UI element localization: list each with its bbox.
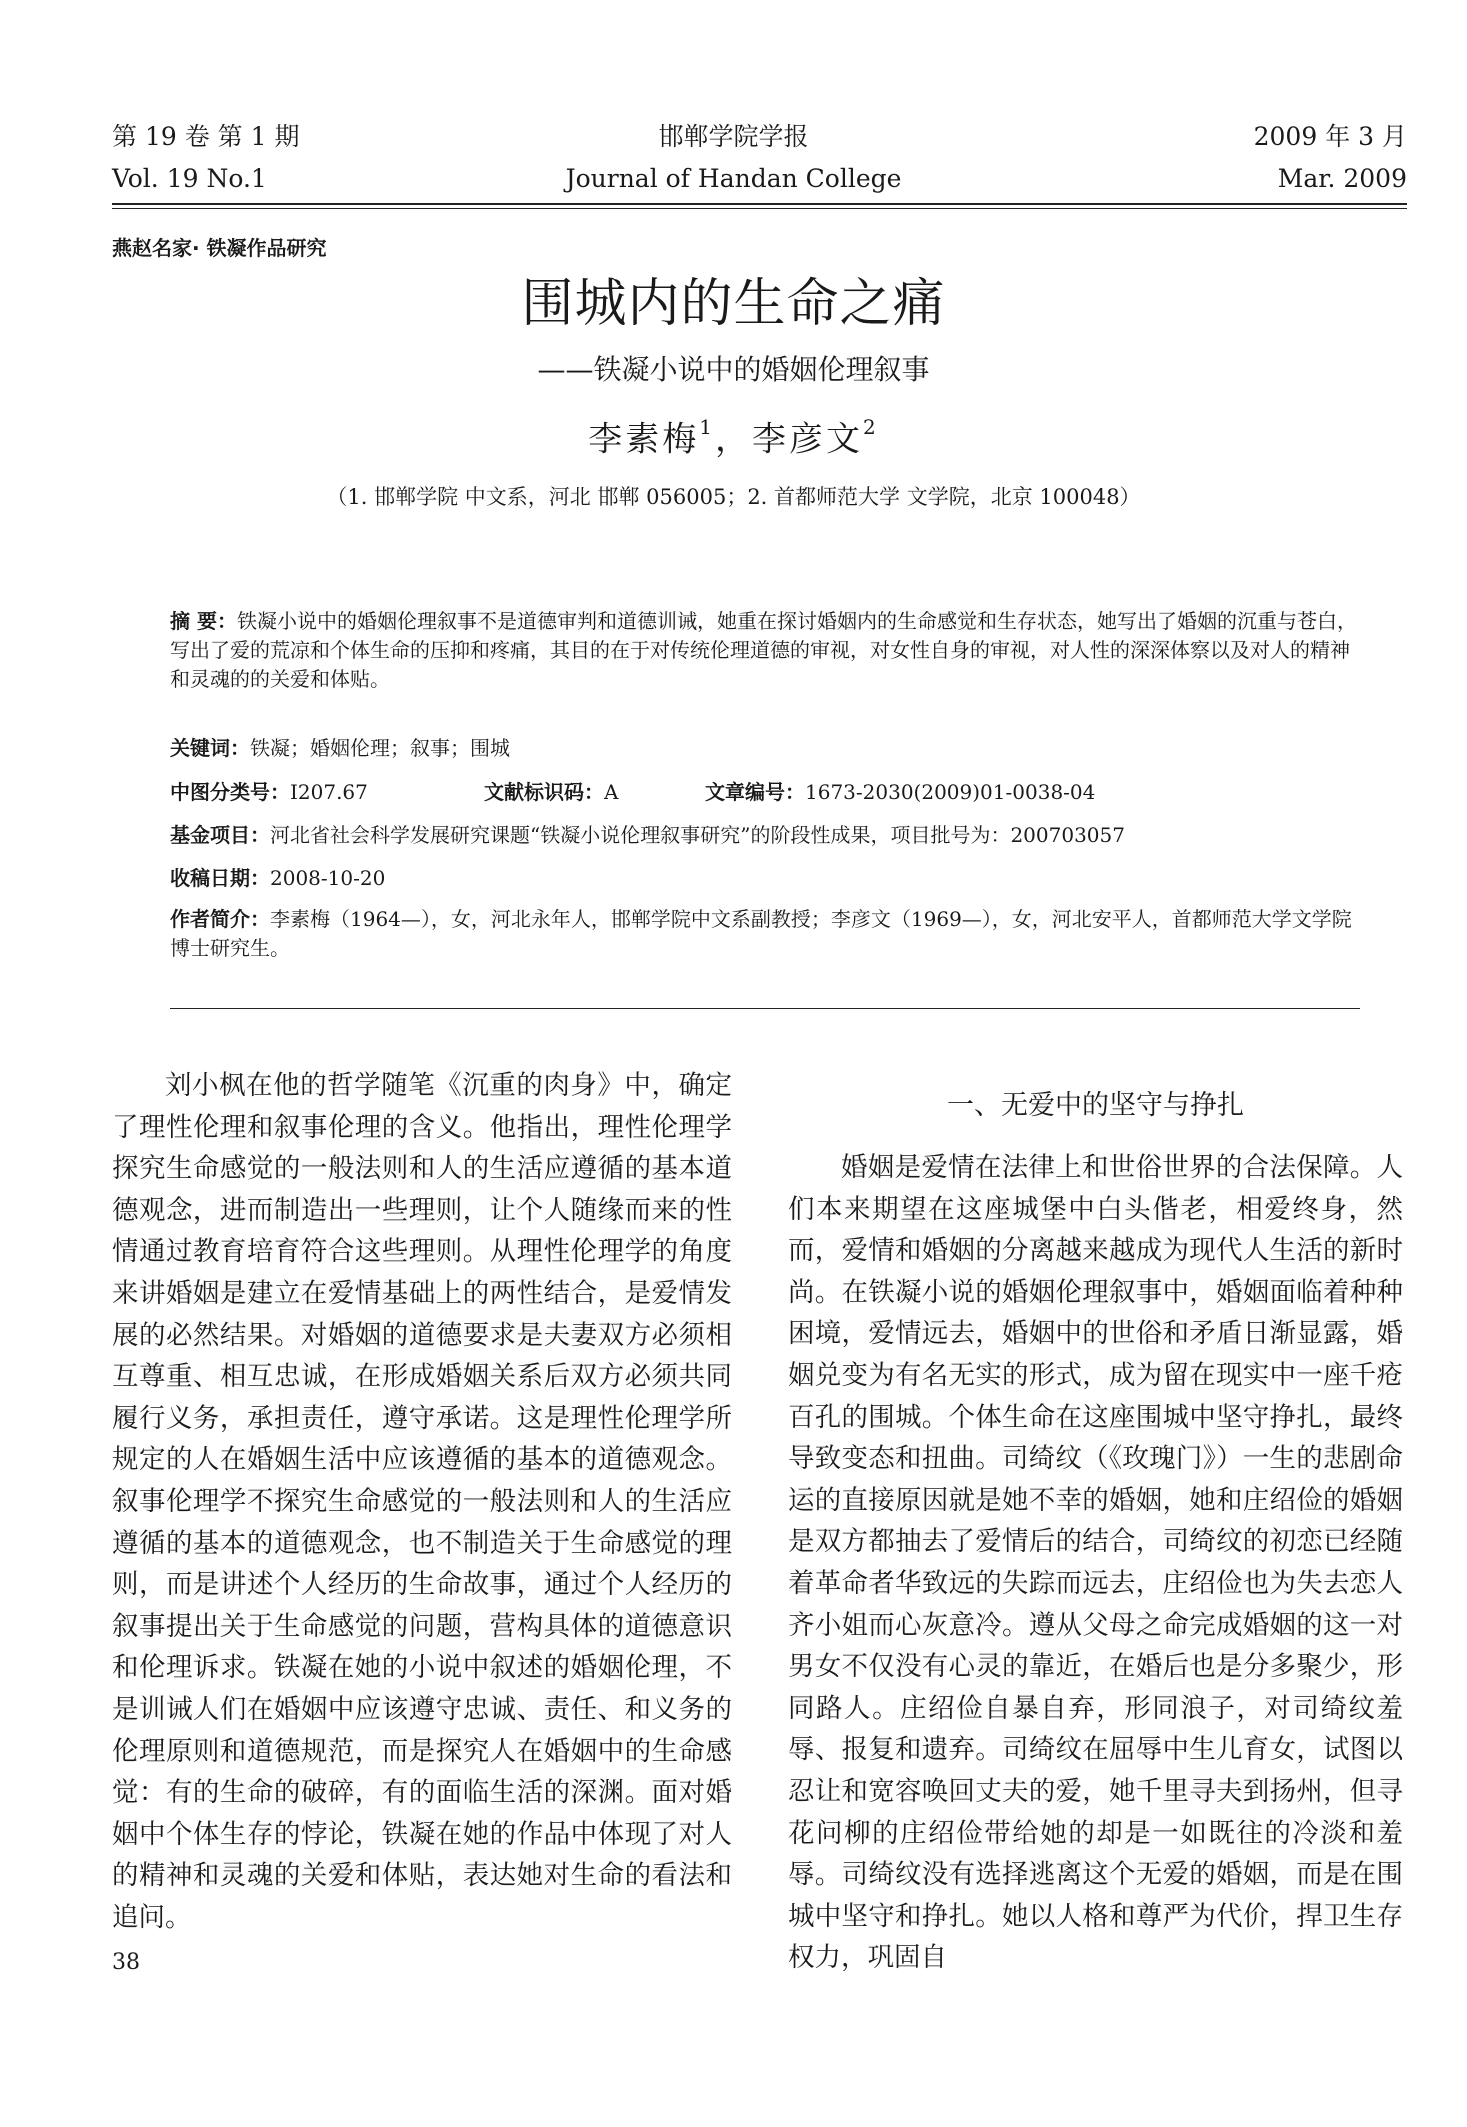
header-journal-cn: 邯郸学院学报	[658, 122, 809, 151]
doc-code-field	[484, 778, 618, 807]
fund-text: 河北省社会科学发展研究课题“铁凝小说伦理叙事研究”的阶段性成果，项目批号为：200703057	[270, 823, 1125, 847]
section-heading: 一、无爱中的坚守与挣扎	[947, 1090, 1244, 1121]
doc-code-value: A	[604, 780, 619, 804]
affiliations: （1. 邯郸学院 中文系，河北 邯郸 056005；2. 首都师范大学 文学院，北京 100048）	[326, 485, 1141, 509]
doc-code-label: 文献标识码：	[484, 780, 604, 804]
received-date	[170, 864, 1360, 893]
keywords-label: 关键词：	[170, 736, 250, 760]
column-label: 燕赵名家· 铁凝作品研究	[112, 236, 327, 260]
body-left-column	[112, 1065, 732, 1938]
keywords	[170, 734, 1360, 763]
authors	[0, 408, 1467, 462]
body-paragraph: 婚姻是爱情在法律上和世俗世界的合法保障。人们本来期望在这座城堡中白头偕老，相爱终身，然而，爱情和婚姻的分离越来越成为现代人生活的新时尚。在铁凝小说的婚姻伦理叙事中，婚姻面临着种种困境，爱情远去，婚姻中的世俗和矛盾日渐显露，婚姻兑变为有名无实的形式，成为留在现实中一座千疮百孔的围城。个体生命在这座围城中坚守挣扎，最终导致变态和扭曲。司绮纹（《玫瑰门》）一生的悲剧命运的直接原因就是她不幸的婚姻，她和庄绍俭的婚姻是双方都抽去了爱情后的结合，司绮纹的初恋已经随着革命者华致远的失踪而远去，庄绍俭也为失去恋人齐小姐而心灰意冷。遵从父母之命完成婚姻的这一对男女不仅没有心灵的靠近，在婚后也是分多聚少，形同路人。庄绍俭自暴自弃，形同浪子，对司绮纹羞辱、报复和遗弃。司绮纹在屈辱中生儿育女，试图以忍让和宽容唤回丈夫的爱，她千里寻夫到扬州，但寻花问柳的庄绍俭带给她的却是一如既往的冷淡和羞辱。司绮纹没有选择逃离这个无爱的婚姻，而是在围城中坚守和挣扎。她以人格和尊严为代价，捍卫生存权力，巩固自	[788, 1152, 1403, 1974]
body-paragraph: 刘小枫在他的哲学随笔《沉重的肉身》中，确定了理性伦理和叙事伦理的含义。他指出，理性伦理学探究生命感觉的一般法则和人的生活应遵循的基本道德观念，进而制造出一些理则，让个人随缘而来的性情通过教育培育符合这些理则。从理性伦理学的角度来讲婚姻是建立在爱情基础上的两性结合，是爱情发展的必然结果。对婚姻的道德要求是夫妻双方必须相互尊重、相互忠诚，在形成婚姻关系后双方必须共同履行义务，承担责任，遵守承诺。这是理性伦理学所规定的人在婚姻生活中应该遵循的基本的道德观念。叙事伦理学不探究生命感觉的一般法则和人的生活应遵循的基本的道德观念，也不制造关于生命感觉的理则，而是讲述个人经历的生命故事，通过个人经历的叙事提出关于生命感觉的问题，营构具体的道德意识和伦理诉求。铁凝在她的小说中叙述的婚姻伦理，不是训诫人们在婚姻中应该遵守忠诚、责任、和义务的伦理原则和道德规范，而是探究人在婚姻中的生命感觉：有的生命的破碎，有的面临生活的深渊。面对婚姻中个体生存的悖论，铁凝在她的作品中体现了对人的精神和灵魂的关爱和体贴，表达她对生命的看法和追问。	[112, 1070, 732, 1933]
page-number: 38	[112, 1950, 140, 1975]
author-1-sup: 1	[699, 415, 715, 439]
author-1: 李素梅	[588, 419, 700, 460]
header-date-cn: 2009 年 3 月	[1253, 122, 1407, 151]
clc-label: 中图分类号：	[170, 780, 290, 804]
article-no-field	[705, 778, 1095, 807]
received-text: 2008-10-20	[270, 866, 386, 890]
clc-value: I207.67	[290, 780, 368, 804]
author-2-sup: 2	[863, 415, 879, 439]
article-no-value: 1673-2030(2009)01-0038-04	[805, 780, 1096, 804]
fund	[170, 821, 1360, 850]
keywords-text: 铁凝；婚姻伦理；叙事；围城	[250, 736, 510, 760]
fund-label: 基金项目：	[170, 823, 270, 847]
author-intro	[170, 905, 1360, 963]
header-rule-top	[112, 203, 1407, 205]
meta-rule	[170, 1008, 1360, 1009]
header-rule-bottom	[112, 208, 1407, 209]
article-title: 围城内的生命之痛	[521, 274, 946, 334]
abstract	[170, 607, 1360, 694]
header-date-en: Mar. 2009	[1277, 164, 1407, 193]
header-journal-en: Journal of Handan College	[565, 164, 902, 193]
received-label: 收稿日期：	[170, 866, 270, 890]
author-2: 李彦文	[752, 419, 863, 460]
header-volume-en: Vol. 19 No.1	[112, 164, 267, 193]
header-volume-cn: 第 19 卷 第 1 期	[112, 122, 300, 151]
abstract-text: 铁凝小说中的婚姻伦理叙事不是道德审判和道德训诫，她重在探讨婚姻内的生命感觉和生存状态，她写出了婚姻的沉重与苍白，写出了爱的荒凉和个体生命的压抑和疼痛，其目的在于对传统伦理道德的审视，对女性自身的审视，对人性的深深体察以及对人的精神和灵魂的的关爱和体贴。	[170, 609, 1357, 691]
article-no-label: 文章编号：	[705, 780, 805, 804]
author-intro-text: 李素梅（1964—），女，河北永年人，邯郸学院中文系副教授；李彦文（1969—），女，河北安平人，首都师范大学文学院博士研究生。	[170, 907, 1352, 960]
abstract-label: 摘 要：	[170, 609, 237, 633]
author-intro-label: 作者简介：	[170, 907, 270, 931]
body-right-column	[788, 1147, 1403, 1979]
clc-field	[170, 778, 368, 807]
author-separator: ，	[715, 419, 752, 460]
article-subtitle: ——铁凝小说中的婚姻伦理叙事	[537, 353, 930, 386]
